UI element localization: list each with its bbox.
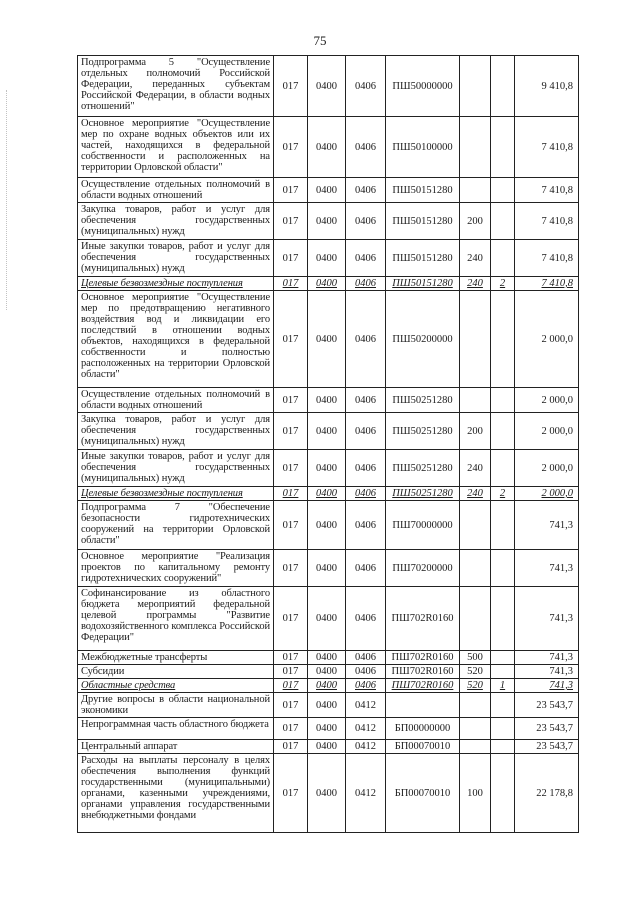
cell-target-article: ПШ50200000 xyxy=(386,291,460,388)
cell-name: Закупка товаров, работ и услуг для обеспечения государственных (муниципальных) нужд xyxy=(78,203,274,240)
table-row xyxy=(78,240,579,277)
cell-source xyxy=(491,388,515,413)
cell-source xyxy=(491,587,515,651)
cell-subsection: 0412 xyxy=(346,740,386,754)
cell-source xyxy=(491,56,515,117)
cell-admin-code: 017 xyxy=(274,679,308,693)
cell-section: 0400 xyxy=(308,388,346,413)
cell-source xyxy=(491,117,515,178)
cell-target-article: ПШ50151280 xyxy=(386,203,460,240)
cell-admin-code: 017 xyxy=(274,550,308,587)
cell-admin-code: 017 xyxy=(274,117,308,178)
table-row xyxy=(78,679,579,693)
cell-sum: 741,3 xyxy=(515,587,579,651)
table-row xyxy=(78,291,579,388)
cell-subsection: 0406 xyxy=(346,487,386,501)
cell-name: Целевые безвозмездные поступления xyxy=(78,487,274,501)
cell-source xyxy=(491,665,515,679)
cell-source xyxy=(491,651,515,665)
cell-expense-type: 520 xyxy=(460,679,491,693)
cell-section: 0400 xyxy=(308,651,346,665)
cell-source: 1 xyxy=(491,679,515,693)
cell-source xyxy=(491,754,515,833)
table-row xyxy=(78,718,579,740)
cell-source xyxy=(491,240,515,277)
cell-subsection: 0406 xyxy=(346,665,386,679)
cell-subsection: 0406 xyxy=(346,240,386,277)
table-row xyxy=(78,450,579,487)
cell-source xyxy=(491,450,515,487)
cell-expense-type xyxy=(460,740,491,754)
cell-admin-code: 017 xyxy=(274,665,308,679)
cell-name: Подпрограмма 5 "Осуществление отдельных полномочий Российской Федерации, переданных субъектам Российской Федерации, в области водных отношений" xyxy=(78,56,274,117)
budget-table xyxy=(77,55,579,833)
cell-name: Основное мероприятие "Осуществление мер по охране водных объектов или их частей, находящихся в федеральной собственности и расположенных на территории Орловской области" xyxy=(78,117,274,178)
table-row xyxy=(78,501,579,550)
cell-expense-type: 500 xyxy=(460,651,491,665)
table-row xyxy=(78,550,579,587)
cell-name: Областные средства xyxy=(78,679,274,693)
cell-source xyxy=(491,178,515,203)
cell-expense-type: 240 xyxy=(460,240,491,277)
cell-name: Другие вопросы в области национальной экономики xyxy=(78,693,274,718)
cell-name: Закупка товаров, работ и услуг для обеспечения государственных (муниципальных) нужд xyxy=(78,413,274,450)
cell-target-article: ПШ50251280 xyxy=(386,450,460,487)
cell-target-article: ПШ50251280 xyxy=(386,413,460,450)
cell-target-article: ПШ50151280 xyxy=(386,178,460,203)
cell-sum: 741,3 xyxy=(515,550,579,587)
cell-name: Целевые безвозмездные поступления xyxy=(78,277,274,291)
cell-target-article: ПШ50100000 xyxy=(386,117,460,178)
cell-target-article: БП00070010 xyxy=(386,754,460,833)
cell-target-article: ПШ70200000 xyxy=(386,550,460,587)
cell-section: 0400 xyxy=(308,413,346,450)
cell-admin-code: 017 xyxy=(274,450,308,487)
cell-name: Расходы на выплаты персоналу в целях обеспечения выполнения функций государственными (муниципальными) органами, казенными учреждениями, органами управления государственными внебюджетными фондами xyxy=(78,754,274,833)
cell-subsection: 0406 xyxy=(346,501,386,550)
cell-admin-code: 017 xyxy=(274,178,308,203)
cell-sum: 7 410,8 xyxy=(515,277,579,291)
cell-section: 0400 xyxy=(308,277,346,291)
cell-name: Иные закупки товаров, работ и услуг для обеспечения государственных (муниципальных) нужд xyxy=(78,450,274,487)
cell-target-article xyxy=(386,693,460,718)
cell-section: 0400 xyxy=(308,56,346,117)
cell-name: Субсидии xyxy=(78,665,274,679)
cell-expense-type: 240 xyxy=(460,277,491,291)
cell-target-article: БП00000000 xyxy=(386,718,460,740)
table-row xyxy=(78,277,579,291)
table-row xyxy=(78,56,579,117)
cell-target-article: ПШ50151280 xyxy=(386,277,460,291)
cell-source xyxy=(491,501,515,550)
cell-section: 0400 xyxy=(308,291,346,388)
cell-sum: 741,3 xyxy=(515,679,579,693)
cell-admin-code: 017 xyxy=(274,587,308,651)
cell-sum: 2 000,0 xyxy=(515,413,579,450)
cell-subsection: 0406 xyxy=(346,413,386,450)
cell-sum: 22 178,8 xyxy=(515,754,579,833)
cell-sum: 741,3 xyxy=(515,665,579,679)
cell-admin-code: 017 xyxy=(274,754,308,833)
cell-name: Осуществление отдельных полномочий в области водных отношений xyxy=(78,178,274,203)
cell-sum: 2 000,0 xyxy=(515,388,579,413)
cell-expense-type xyxy=(460,718,491,740)
cell-name: Основное мероприятие "Осуществление мер по предотвращению негативного воздействия вод и ликвидации его последствий в отношении водных объектов, находящихся в федеральной собственности и полностью расположенных на территории Орловской области" xyxy=(78,291,274,388)
cell-section: 0400 xyxy=(308,487,346,501)
cell-name: Центральный аппарат xyxy=(78,740,274,754)
cell-admin-code: 017 xyxy=(274,651,308,665)
table-row xyxy=(78,388,579,413)
cell-subsection: 0406 xyxy=(346,56,386,117)
cell-section: 0400 xyxy=(308,117,346,178)
cell-subsection: 0406 xyxy=(346,651,386,665)
cell-subsection: 0406 xyxy=(346,388,386,413)
cell-admin-code: 017 xyxy=(274,203,308,240)
cell-target-article: ПШ702R0160 xyxy=(386,651,460,665)
cell-sum: 23 543,7 xyxy=(515,693,579,718)
table-row xyxy=(78,487,579,501)
cell-source: 2 xyxy=(491,277,515,291)
cell-expense-type xyxy=(460,501,491,550)
table-row xyxy=(78,740,579,754)
cell-target-article: ПШ50251280 xyxy=(386,388,460,413)
cell-source xyxy=(491,413,515,450)
cell-section: 0400 xyxy=(308,665,346,679)
cell-sum: 23 543,7 xyxy=(515,740,579,754)
cell-sum: 2 000,0 xyxy=(515,291,579,388)
cell-target-article: ПШ702R0160 xyxy=(386,665,460,679)
table-body xyxy=(78,56,579,833)
cell-section: 0400 xyxy=(308,550,346,587)
cell-source xyxy=(491,203,515,240)
cell-section: 0400 xyxy=(308,587,346,651)
cell-source: 2 xyxy=(491,487,515,501)
cell-subsection: 0406 xyxy=(346,587,386,651)
cell-expense-type xyxy=(460,550,491,587)
cell-expense-type xyxy=(460,56,491,117)
table-row xyxy=(78,178,579,203)
cell-subsection: 0412 xyxy=(346,754,386,833)
cell-source xyxy=(491,718,515,740)
cell-admin-code: 017 xyxy=(274,291,308,388)
page-number: 75 xyxy=(313,33,327,48)
cell-section: 0400 xyxy=(308,240,346,277)
cell-sum: 2 000,0 xyxy=(515,487,579,501)
table-row xyxy=(78,117,579,178)
cell-section: 0400 xyxy=(308,450,346,487)
cell-expense-type: 240 xyxy=(460,450,491,487)
scan-edge-mark xyxy=(6,90,9,310)
cell-section: 0400 xyxy=(308,203,346,240)
cell-section: 0400 xyxy=(308,679,346,693)
cell-admin-code: 017 xyxy=(274,277,308,291)
cell-admin-code: 017 xyxy=(274,413,308,450)
cell-admin-code: 017 xyxy=(274,56,308,117)
cell-expense-type xyxy=(460,178,491,203)
cell-section: 0400 xyxy=(308,718,346,740)
cell-name: Софинансирование из областного бюджета мероприятий федеральной целевой программы "Развитие водохозяйственного комплекса Российской Федерации" xyxy=(78,587,274,651)
cell-sum: 2 000,0 xyxy=(515,450,579,487)
cell-source xyxy=(491,291,515,388)
cell-expense-type xyxy=(460,693,491,718)
cell-expense-type: 240 xyxy=(460,487,491,501)
cell-name: Осуществление отдельных полномочий в области водных отношений xyxy=(78,388,274,413)
cell-subsection: 0406 xyxy=(346,117,386,178)
cell-subsection: 0406 xyxy=(346,450,386,487)
cell-sum: 7 410,8 xyxy=(515,203,579,240)
cell-sum: 7 410,8 xyxy=(515,117,579,178)
table-row xyxy=(78,754,579,833)
cell-admin-code: 017 xyxy=(274,501,308,550)
cell-subsection: 0412 xyxy=(346,693,386,718)
cell-subsection: 0406 xyxy=(346,679,386,693)
cell-sum: 7 410,8 xyxy=(515,178,579,203)
cell-sum: 741,3 xyxy=(515,501,579,550)
cell-target-article: ПШ50000000 xyxy=(386,56,460,117)
cell-sum: 23 543,7 xyxy=(515,718,579,740)
cell-subsection: 0406 xyxy=(346,203,386,240)
cell-subsection: 0406 xyxy=(346,178,386,203)
table-row xyxy=(78,587,579,651)
cell-name: Межбюджетные трансферты xyxy=(78,651,274,665)
cell-source xyxy=(491,550,515,587)
cell-sum: 741,3 xyxy=(515,651,579,665)
table-row xyxy=(78,203,579,240)
table-row xyxy=(78,693,579,718)
cell-section: 0400 xyxy=(308,178,346,203)
cell-subsection: 0406 xyxy=(346,550,386,587)
cell-target-article: ПШ50251280 xyxy=(386,487,460,501)
cell-source xyxy=(491,740,515,754)
cell-expense-type xyxy=(460,388,491,413)
cell-target-article: ПШ702R0160 xyxy=(386,587,460,651)
cell-sum: 7 410,8 xyxy=(515,240,579,277)
cell-admin-code: 017 xyxy=(274,693,308,718)
cell-subsection: 0412 xyxy=(346,718,386,740)
cell-expense-type xyxy=(460,117,491,178)
cell-section: 0400 xyxy=(308,693,346,718)
cell-expense-type xyxy=(460,291,491,388)
cell-sum: 9 410,8 xyxy=(515,56,579,117)
cell-target-article: ПШ70000000 xyxy=(386,501,460,550)
cell-expense-type: 520 xyxy=(460,665,491,679)
cell-expense-type: 200 xyxy=(460,413,491,450)
cell-target-article: ПШ50151280 xyxy=(386,240,460,277)
table-row xyxy=(78,413,579,450)
cell-expense-type: 200 xyxy=(460,203,491,240)
cell-admin-code: 017 xyxy=(274,718,308,740)
cell-target-article: БП00070010 xyxy=(386,740,460,754)
cell-admin-code: 017 xyxy=(274,240,308,277)
cell-section: 0400 xyxy=(308,754,346,833)
cell-name: Подпрограмма 7 "Обеспечение безопасности гидротехнических сооружений на территории Орловской области" xyxy=(78,501,274,550)
cell-name: Иные закупки товаров, работ и услуг для обеспечения государственных (муниципальных) нужд xyxy=(78,240,274,277)
cell-subsection: 0406 xyxy=(346,277,386,291)
cell-target-article: ПШ702R0160 xyxy=(386,679,460,693)
cell-expense-type: 100 xyxy=(460,754,491,833)
cell-admin-code: 017 xyxy=(274,740,308,754)
cell-admin-code: 017 xyxy=(274,388,308,413)
cell-section: 0400 xyxy=(308,740,346,754)
cell-name: Непрограммная часть областного бюджета xyxy=(78,718,274,740)
table-row xyxy=(78,665,579,679)
table-row xyxy=(78,651,579,665)
cell-admin-code: 017 xyxy=(274,487,308,501)
cell-name: Основное мероприятие "Реализация проектов по капитальному ремонту гидротехнических сооружений" xyxy=(78,550,274,587)
cell-subsection: 0406 xyxy=(346,291,386,388)
cell-source xyxy=(491,693,515,718)
cell-expense-type xyxy=(460,587,491,651)
cell-section: 0400 xyxy=(308,501,346,550)
